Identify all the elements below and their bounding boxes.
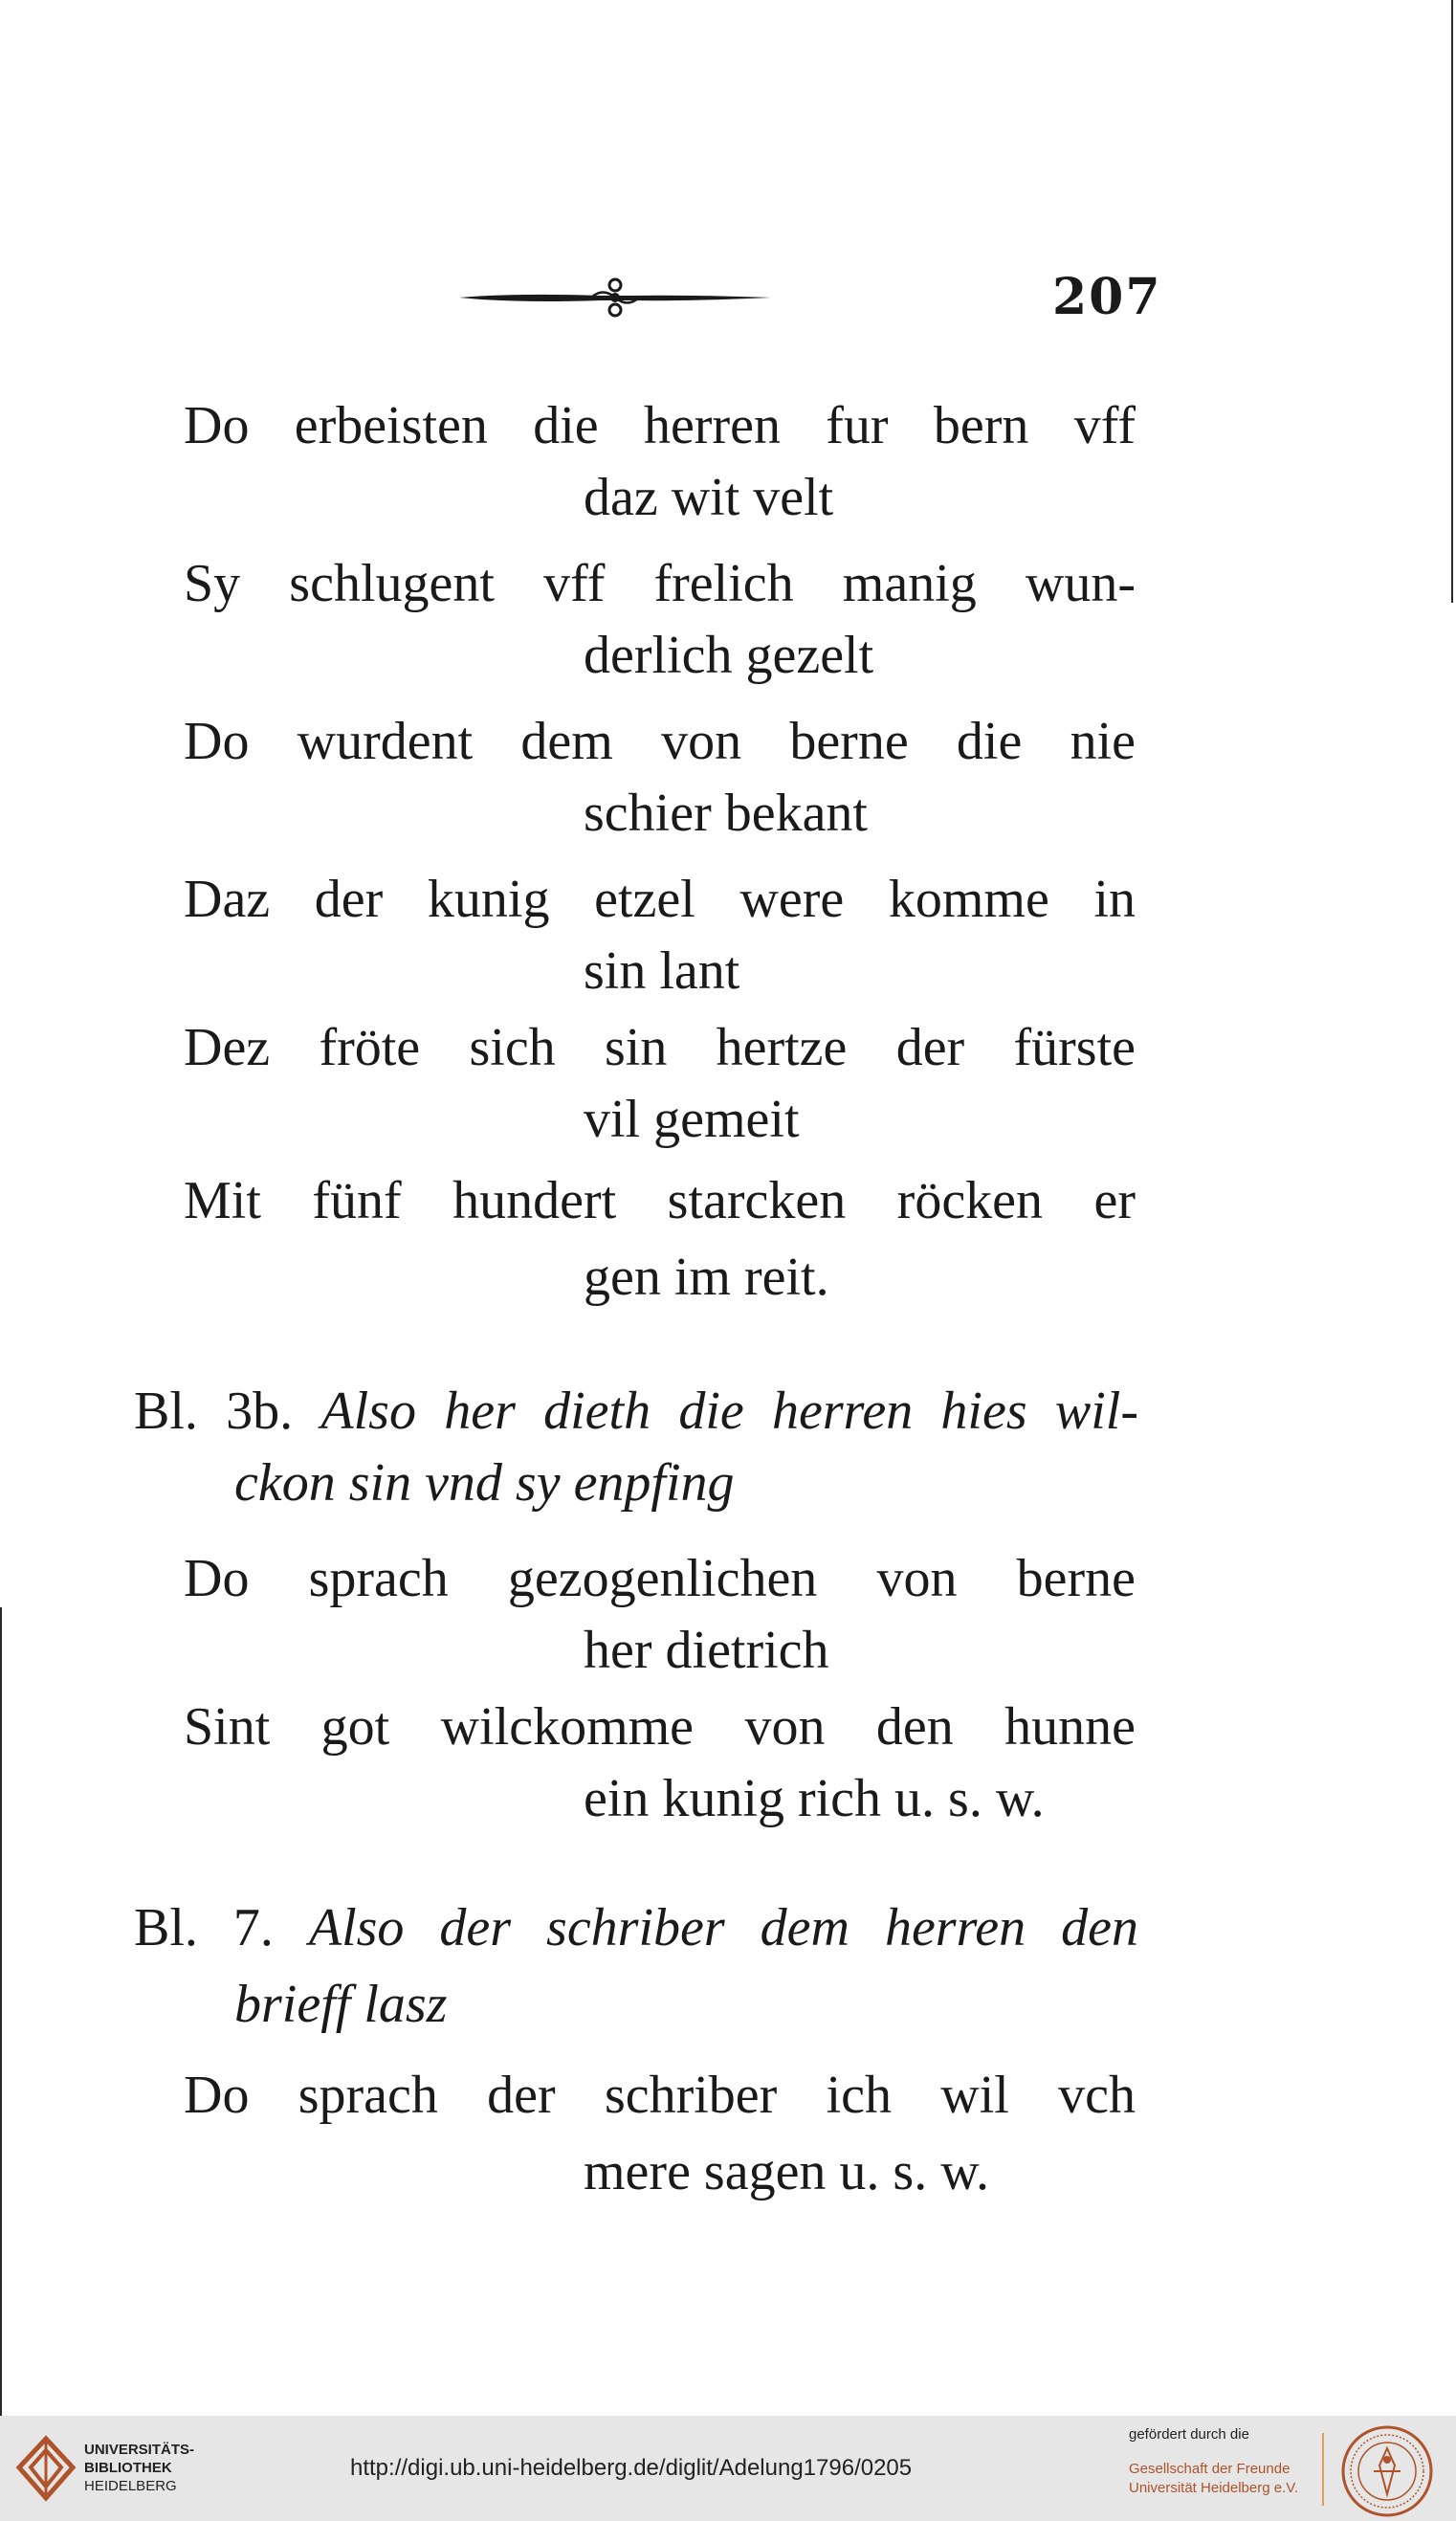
permalink-url[interactable]: http://digi.ub.uni-heidelberg.de/diglit/Adelung1796/0205 — [350, 2455, 913, 2481]
university-seal-icon — [1339, 2423, 1435, 2519]
verse-line: Do sprach der schriber ich wil vch — [184, 2066, 1136, 2125]
verse-line-continuation: sin lant — [584, 941, 740, 1001]
library-logo-icon — [15, 2435, 77, 2502]
verse-line-continuation: daz wit velt — [584, 468, 834, 527]
verse-line: Do erbeisten die herren fur bern vff — [184, 396, 1136, 455]
footer-divider — [1322, 2433, 1324, 2506]
section-heading — [134, 1894, 1138, 1961]
folio-reference: Bl. 3b. — [134, 1382, 294, 1441]
sponsor-name-line: Universität Heidelberg e.V. — [1129, 2480, 1299, 2496]
verse-line-continuation: vil gemeit — [584, 1090, 800, 1149]
library-name-line: UNIVERSITÄTS- — [84, 2442, 195, 2458]
verse-line-continuation: ein kunig rich u. s. w. — [584, 1769, 1045, 1828]
scan-edge-left — [0, 1607, 2, 2416]
verse-line-continuation: her dietrich — [584, 1621, 829, 1680]
section-heading-continuation: brieff lasz — [234, 1975, 448, 2034]
verse-line-continuation: derlich gezelt — [584, 626, 874, 685]
library-name-line: HEIDELBERG — [84, 2478, 177, 2494]
heading-text: Also der schriber dem herren den — [308, 1898, 1138, 1957]
verse-line: Daz der kunig etzel were komme in — [184, 870, 1136, 929]
sponsor-block — [1129, 2425, 1298, 2498]
verse-line: Sint got wilckomme von den hunne — [184, 1697, 1136, 1757]
scan-edge-right — [1451, 0, 1453, 603]
library-name-line: BIBLIOTHEK — [84, 2460, 172, 2476]
page-number: 207 — [1052, 268, 1162, 326]
heading-text: Also her dieth die herren hies wil- — [320, 1382, 1138, 1441]
sponsor-name-line: Gesellschaft der Freunde — [1129, 2461, 1291, 2477]
sponsor-label: gefördert durch die — [1129, 2426, 1249, 2443]
section-heading-continuation: ckon sin vnd sy enpfing — [234, 1453, 735, 1513]
verse-line: Do wurdent dem von berne die nie — [184, 712, 1136, 771]
verse-line-continuation: schier bekant — [584, 784, 868, 843]
verse-line-continuation: mere sagen u. s. w. — [584, 2142, 990, 2201]
ornament-rule — [457, 276, 773, 320]
folio-reference: Bl. 7. — [134, 1898, 274, 1957]
verse-line: Dez fröte sich sin hertze der fürste — [184, 1018, 1136, 1077]
verse-line-continuation: gen im reit. — [584, 1248, 829, 1307]
footer-bar — [0, 2416, 1456, 2521]
verse-line: Sy schlugent vff frelich manig wun- — [184, 554, 1136, 613]
verse-line: Do sprach gezogenlichen von berne — [184, 1549, 1136, 1608]
verse-line: Mit fünf hundert starcken röcken er — [184, 1171, 1136, 1230]
section-heading — [134, 1378, 1138, 1445]
library-name — [84, 2441, 194, 2495]
